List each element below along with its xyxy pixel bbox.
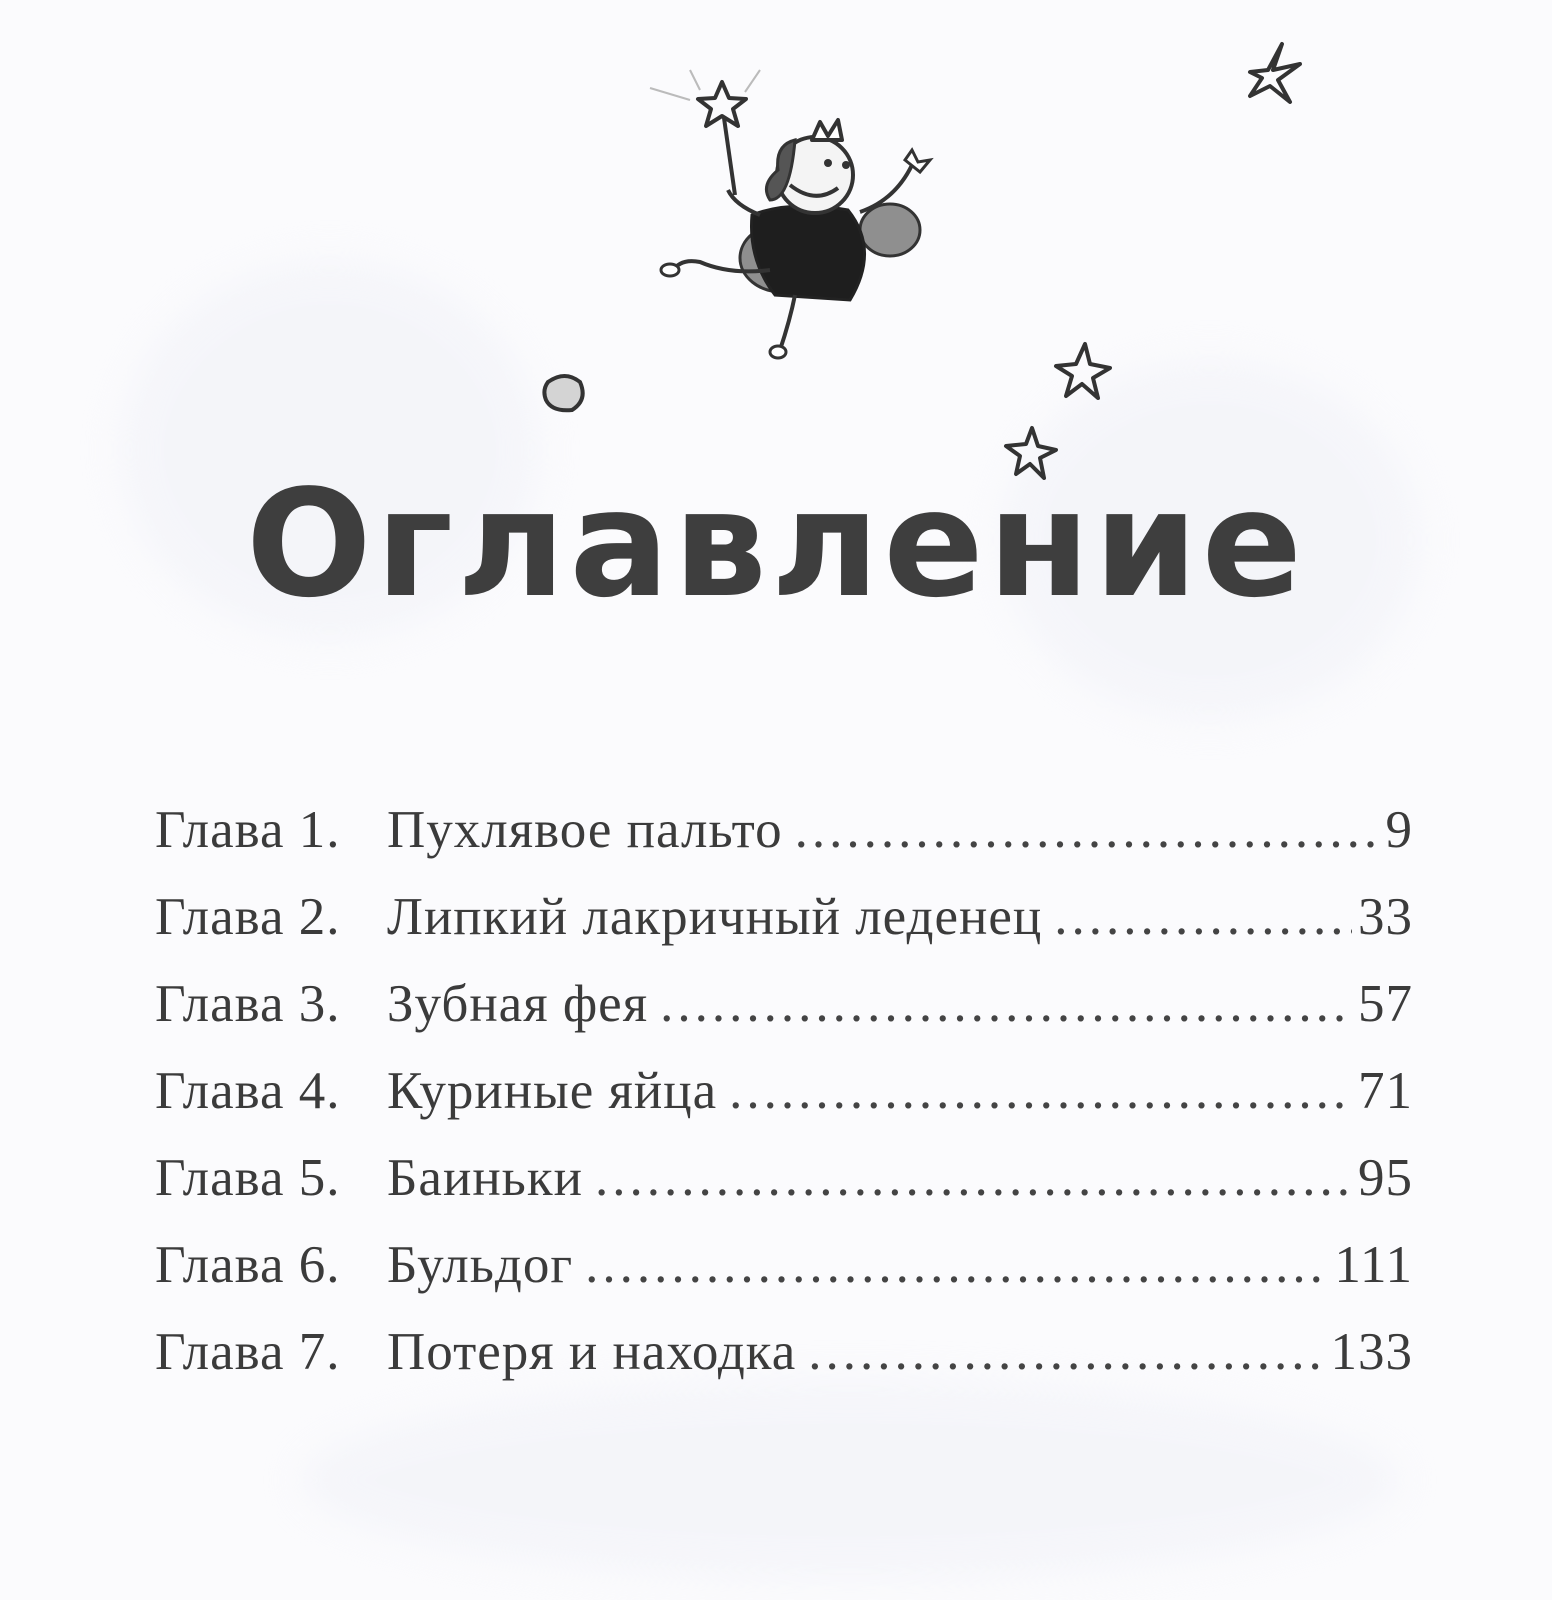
toc-entry[interactable] bbox=[155, 1322, 1413, 1409]
chapter-title: Липкий лакричный леденец bbox=[387, 888, 1043, 946]
crown-icon bbox=[812, 120, 842, 140]
fairy-wing bbox=[860, 204, 920, 256]
wand-stick bbox=[724, 118, 735, 195]
chapter-title: Пухлявое пальто bbox=[387, 801, 783, 859]
chapter-title: Куриные яйца bbox=[387, 1062, 718, 1120]
dot-leader bbox=[595, 1148, 1352, 1208]
dot-leader bbox=[1054, 887, 1352, 947]
toc-entry[interactable] bbox=[155, 974, 1413, 1061]
toc-entry[interactable] bbox=[155, 1148, 1413, 1235]
dot-leader bbox=[808, 1322, 1324, 1382]
fairy-dress bbox=[751, 206, 864, 300]
page-title: Оглавление bbox=[245, 458, 1307, 630]
chapter-number: Глава 7. bbox=[155, 1323, 341, 1381]
star-icon bbox=[1056, 344, 1110, 398]
bleed-through-shadow bbox=[300, 1380, 1400, 1580]
pebble-icon bbox=[544, 376, 582, 410]
dot-leader bbox=[729, 1061, 1352, 1121]
wand-star-icon bbox=[698, 82, 746, 126]
chapter-title: Потеря и находка bbox=[387, 1323, 797, 1381]
fairy-illustration bbox=[0, 0, 1552, 520]
chapter-number: Глава 3. bbox=[155, 975, 341, 1033]
chapter-title: Бульдог bbox=[387, 1236, 574, 1294]
page-number: 71 bbox=[1358, 1062, 1413, 1120]
chapter-number: Глава 6. bbox=[155, 1236, 341, 1294]
toc-entry[interactable] bbox=[155, 1061, 1413, 1148]
chapter-number: Глава 1. bbox=[155, 801, 341, 859]
chapter-title: Зубная фея bbox=[387, 975, 649, 1033]
sparkle-lines bbox=[650, 70, 760, 100]
toc-entry[interactable] bbox=[155, 1235, 1413, 1322]
page-number: 33 bbox=[1358, 888, 1413, 946]
toc-entry[interactable] bbox=[155, 887, 1413, 974]
page-number: 9 bbox=[1385, 801, 1413, 859]
page-number: 133 bbox=[1330, 1323, 1413, 1381]
page-number: 95 bbox=[1358, 1149, 1413, 1207]
table-of-contents bbox=[155, 800, 1413, 1409]
chapter-number: Глава 5. bbox=[155, 1149, 341, 1207]
toc-entry[interactable] bbox=[155, 800, 1413, 887]
fairy-leg bbox=[780, 295, 795, 350]
chapter-number: Глава 4. bbox=[155, 1062, 341, 1120]
chapter-title: Баиньки bbox=[387, 1149, 583, 1207]
page-number: 111 bbox=[1334, 1236, 1413, 1294]
dot-leader bbox=[795, 800, 1380, 860]
dot-leader bbox=[585, 1235, 1328, 1295]
chapter-number: Глава 2. bbox=[155, 888, 341, 946]
star-icon bbox=[1250, 44, 1300, 102]
page-number: 57 bbox=[1358, 975, 1413, 1033]
dot-leader bbox=[660, 974, 1352, 1034]
